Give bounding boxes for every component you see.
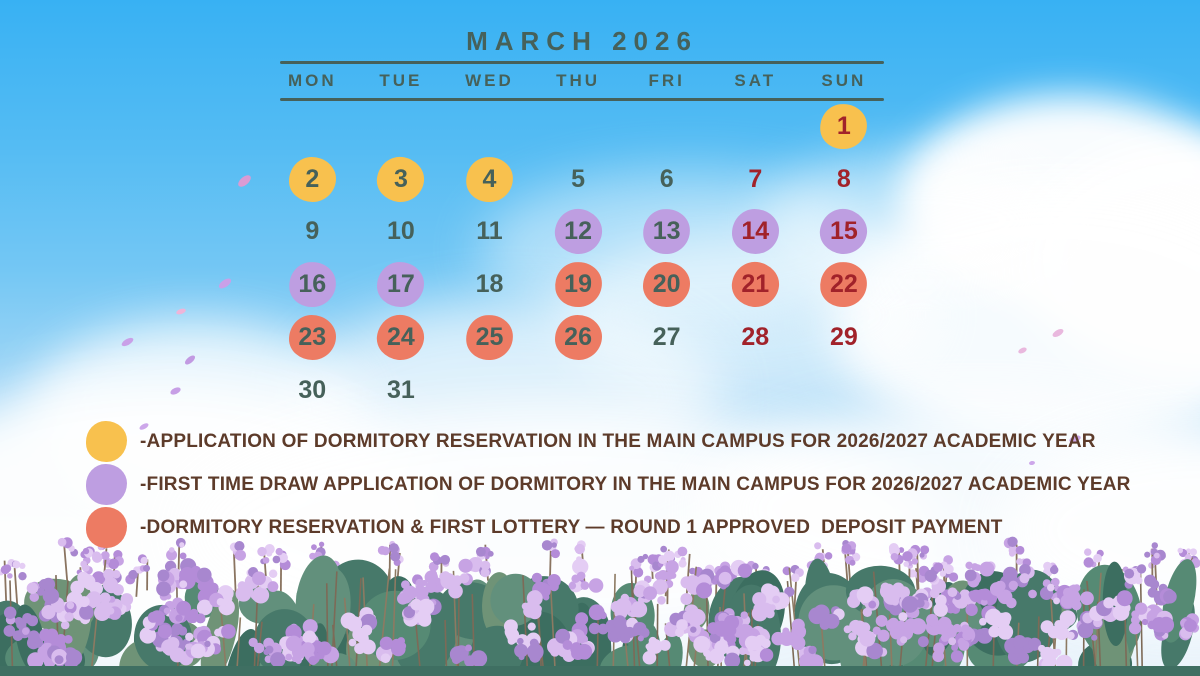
day-number: 29 xyxy=(829,323,858,352)
day-cell-28 xyxy=(711,311,800,364)
day-cell-16 xyxy=(268,258,357,311)
day-cell-31 xyxy=(357,364,446,417)
day-cell-23 xyxy=(268,311,357,364)
day-number: 4 xyxy=(482,164,497,193)
day-number: 10 xyxy=(386,217,415,246)
weekday-wed: WED xyxy=(465,71,514,90)
weekday-row xyxy=(268,67,888,95)
day-number: 7 xyxy=(748,164,763,193)
day-number: 11 xyxy=(476,217,503,246)
legend-swatch-yellow xyxy=(86,421,127,462)
day-cell-21 xyxy=(711,258,800,311)
day-cell-7 xyxy=(711,153,800,206)
day-number: 20 xyxy=(652,270,681,299)
day-cell-5 xyxy=(534,153,623,206)
day-cell-17 xyxy=(357,258,446,311)
petal xyxy=(175,307,186,315)
legend-item-salmon xyxy=(86,506,1131,549)
day-cell-22 xyxy=(800,258,889,311)
day-number: 27 xyxy=(652,323,681,352)
day-cell-11 xyxy=(445,206,534,259)
day-number: 1 xyxy=(836,111,851,140)
weekday-mon: MON xyxy=(287,71,337,90)
header-rule-top xyxy=(280,61,884,64)
day-number: 30 xyxy=(298,375,327,404)
weekday-thu: THU xyxy=(556,71,601,90)
flower-field xyxy=(0,536,1200,676)
weekday-sat: SAT xyxy=(734,71,777,90)
day-number: 6 xyxy=(659,164,674,193)
calendar-title: MARCH 2026 xyxy=(466,26,698,56)
day-cell-19 xyxy=(534,258,623,311)
day-number: 18 xyxy=(475,270,504,299)
day-cell-4 xyxy=(445,153,534,206)
day-cell-9 xyxy=(268,206,357,259)
day-cell-6 xyxy=(622,153,711,206)
day-number: 13 xyxy=(652,217,681,246)
weekday-fri: FRI xyxy=(648,71,685,90)
day-cell-13 xyxy=(622,206,711,259)
day-number: 15 xyxy=(829,217,858,246)
day-number: 31 xyxy=(386,375,415,404)
day-cell-26 xyxy=(534,311,623,364)
day-number: 21 xyxy=(741,270,770,299)
legend-item-yellow xyxy=(86,420,1131,463)
legend-swatch-purple xyxy=(86,464,127,505)
day-cell-27 xyxy=(622,311,711,364)
day-number: 12 xyxy=(564,217,592,246)
day-cell-20 xyxy=(622,258,711,311)
day-number: 26 xyxy=(564,323,592,352)
day-number: 28 xyxy=(741,323,770,352)
day-cell-14 xyxy=(711,206,800,259)
day-cell-2 xyxy=(268,153,357,206)
day-cell-1 xyxy=(800,100,889,153)
day-number: 22 xyxy=(829,270,858,299)
legend-label: -APPLICATION OF DORMITORY RESERVATION IN THE MAIN CAMPUS FOR 2026/2027 ACADEMIC YEAR xyxy=(140,430,1096,452)
day-cell-25 xyxy=(445,311,534,364)
weekday-sun: SUN xyxy=(821,71,867,90)
day-number: 19 xyxy=(564,270,592,299)
day-cell-15 xyxy=(800,206,889,259)
day-cell-3 xyxy=(357,153,446,206)
petal xyxy=(217,277,232,291)
legend-item-purple xyxy=(86,463,1131,506)
day-cell-24 xyxy=(357,311,446,364)
day-number: 2 xyxy=(305,164,320,193)
legend-label: -FIRST TIME DRAW APPLICATION OF DORMITORY IN THE MAIN CAMPUS FOR 2026/2027 ACADEMIC YEAR xyxy=(140,473,1131,495)
legend xyxy=(86,420,1131,549)
day-cell-12 xyxy=(534,206,623,259)
petal xyxy=(236,173,253,189)
day-number: 5 xyxy=(571,164,586,193)
day-number: 14 xyxy=(741,217,770,246)
dates-grid xyxy=(268,100,888,417)
day-number: 8 xyxy=(836,164,851,193)
day-number: 17 xyxy=(386,270,415,299)
day-cell-18 xyxy=(445,258,534,311)
day-number: 16 xyxy=(298,270,327,299)
legend-label: -DORMITORY RESERVATION & FIRST LOTTERY — ROUND 1 APPROVED DEPOSIT PAYMENT xyxy=(140,516,1003,538)
day-number: 9 xyxy=(305,217,320,246)
day-cell-8 xyxy=(800,153,889,206)
day-number: 25 xyxy=(475,323,504,352)
day-number: 23 xyxy=(298,323,327,352)
day-number: 3 xyxy=(393,164,408,193)
weekday-tue: TUE xyxy=(379,71,423,90)
day-number: 24 xyxy=(386,323,415,352)
day-cell-10 xyxy=(357,206,446,259)
day-cell-29 xyxy=(800,311,889,364)
day-cell-30 xyxy=(268,364,357,417)
legend-swatch-salmon xyxy=(86,507,127,548)
